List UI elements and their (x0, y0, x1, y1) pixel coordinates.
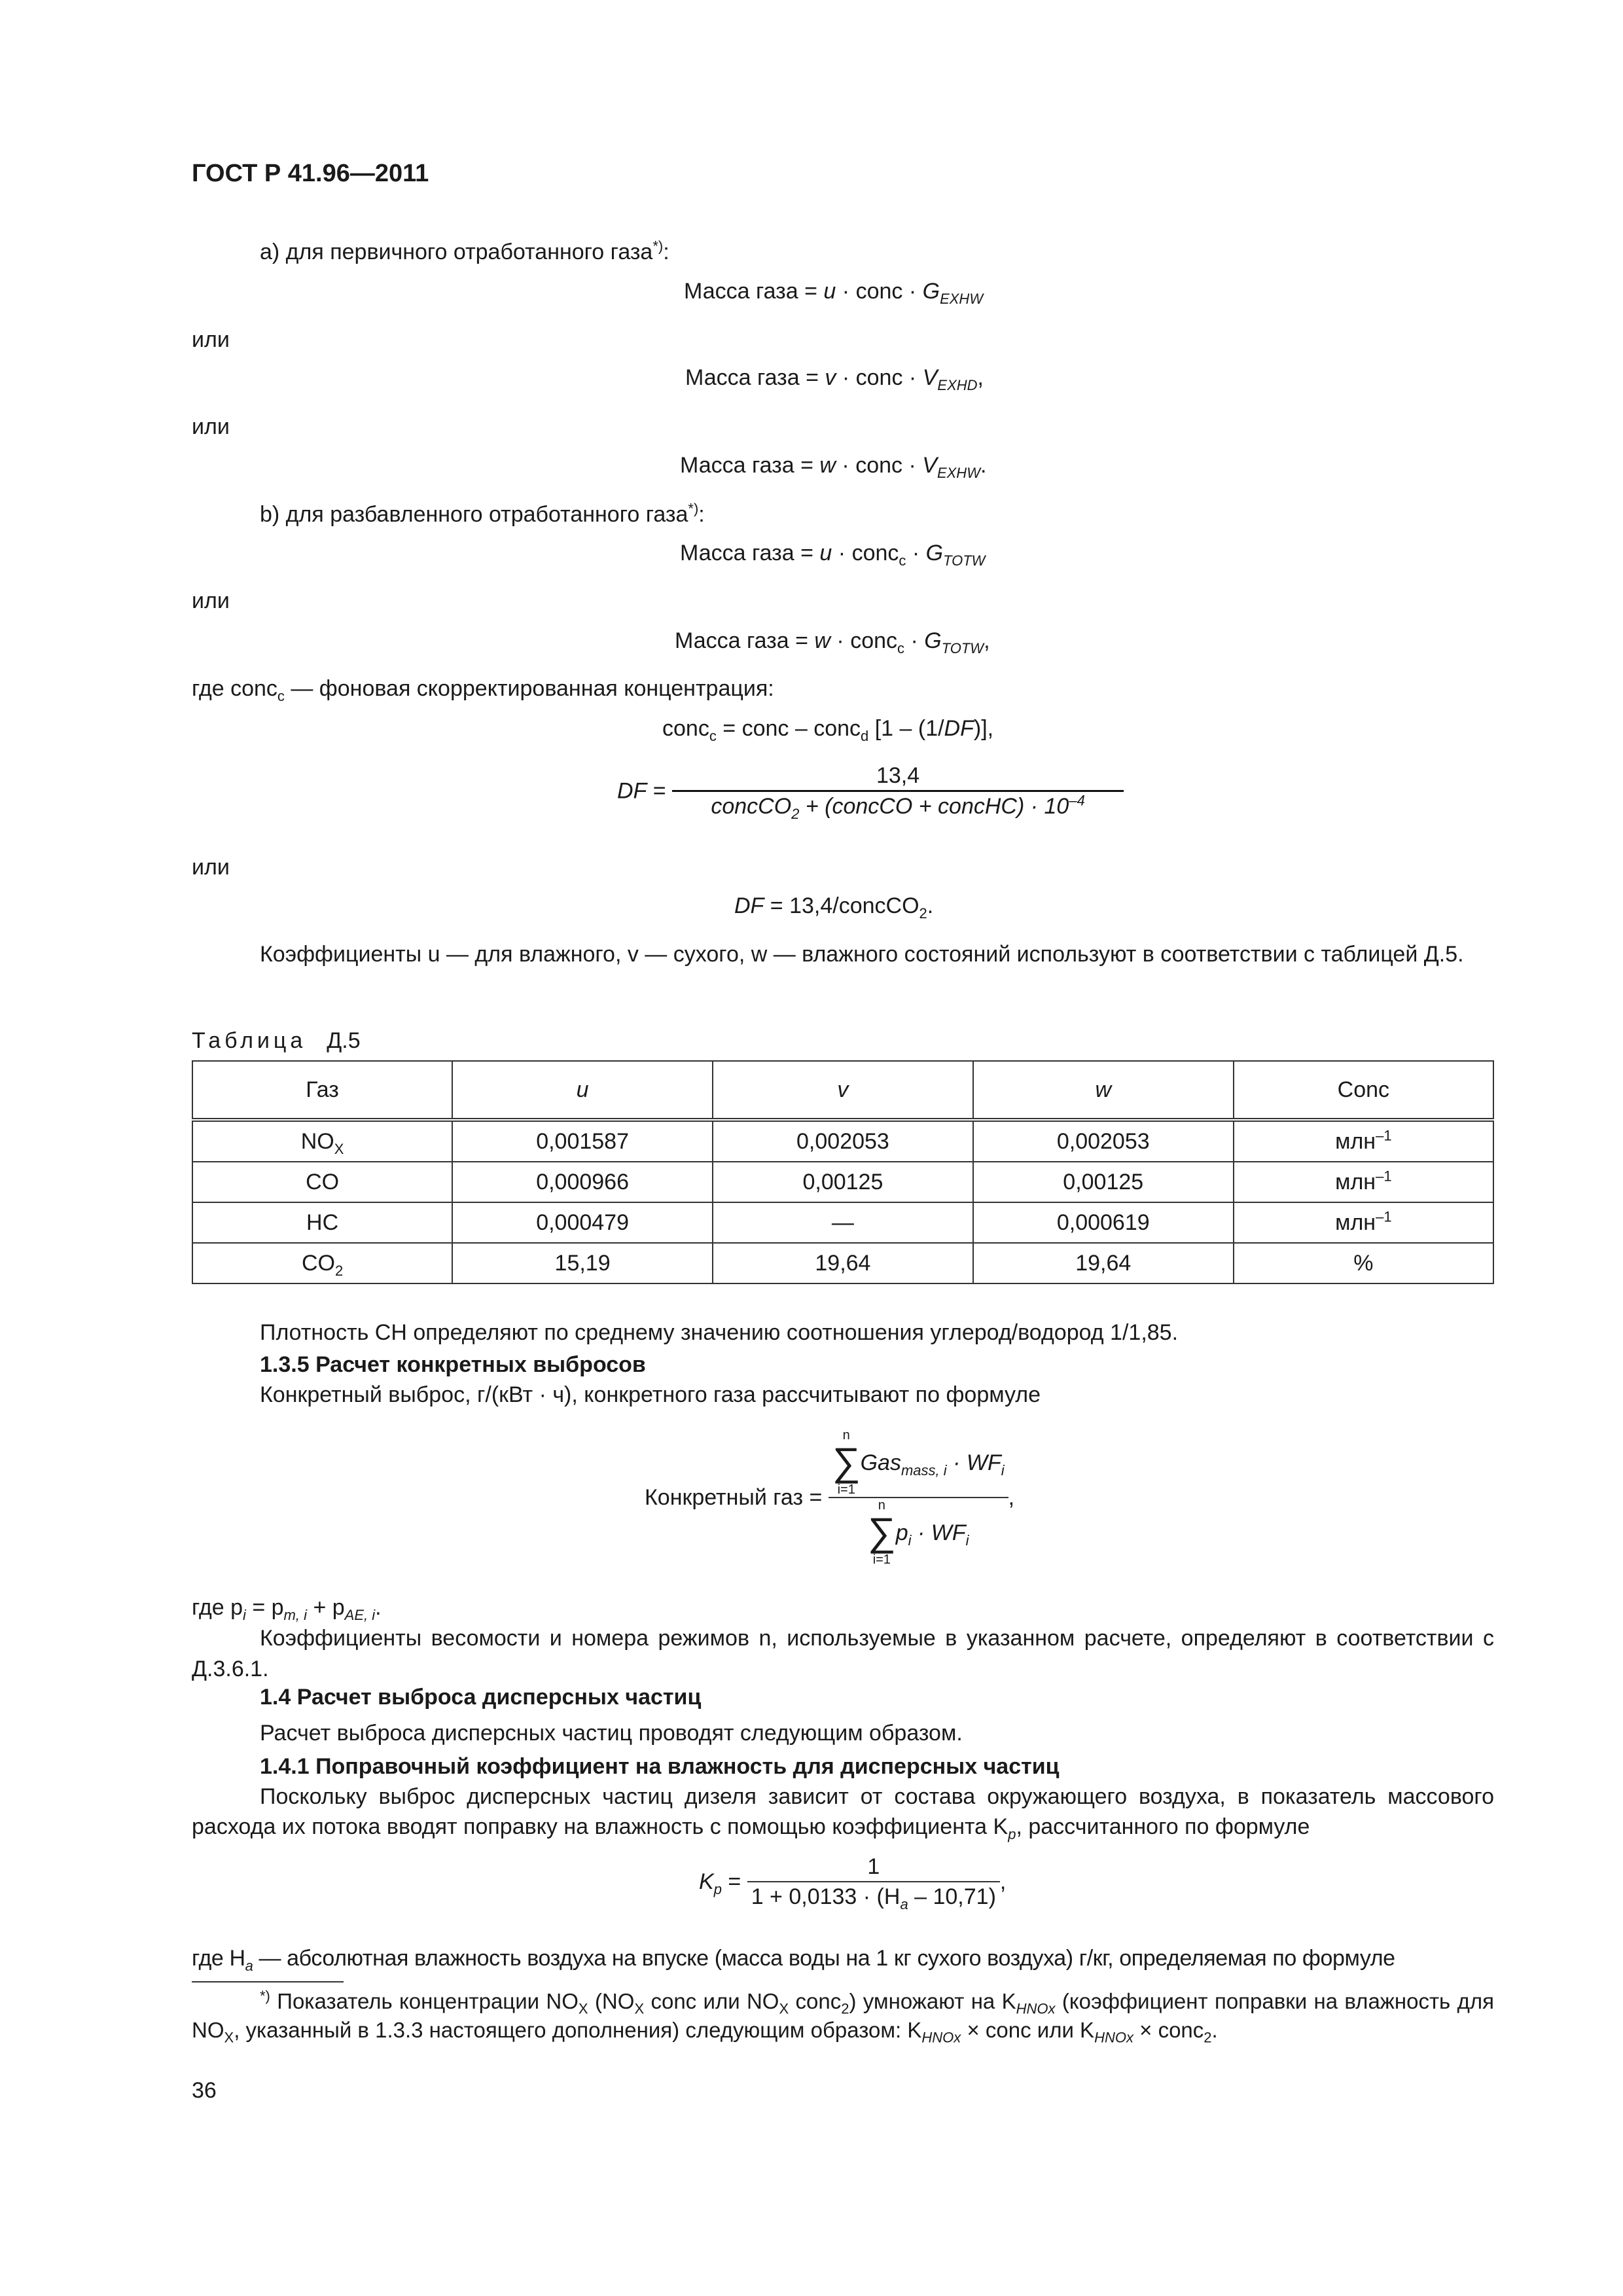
cell-w: 0,00125 (973, 1162, 1234, 1202)
table-header-row (192, 1061, 1493, 1120)
cell-v: 0,002053 (713, 1120, 973, 1162)
weights-paragraph: Коэффициенты весомости и номера режимов n, используемые в указанном расчете, определяют в соответствии с Д.3.6.1. (192, 1626, 1494, 1681)
paragraph-1-3-5: Конкретный выброс, г/(кВт · ч), конкретного газа рассчитывают по формуле (260, 1382, 1041, 1407)
cell-v: 19,64 (713, 1243, 973, 1283)
table-caption: Таблица Д.5 (192, 1028, 361, 1053)
where-concc-text: где conc$_c$ — фоновая скорректированная концентрация: (192, 676, 774, 704)
coefficients-paragraph: Коэффициенты u — для влажного, v — сухого, w — влажного состояний используют в соответствии с таблицей Д.5. (260, 942, 1464, 967)
or-text-2: или (192, 414, 230, 439)
cell-unit: млн$^{-1}$ (1234, 1162, 1493, 1202)
cell-u: 0,000966 (452, 1162, 713, 1202)
df-denominator: concCO$_2$ + (concCO + concHC) · $10^{-4}$ (711, 792, 1085, 822)
df-numerator: 13,4 (876, 763, 920, 788)
specific-denominator: n ∑ i=1 $p_i \cdot WF_i$ (867, 1498, 969, 1567)
formula-concc: conc$_c$ = conc – conc$_d$ [1 – (1/DF)], (662, 716, 994, 744)
cell-u: 0,001587 (452, 1120, 713, 1162)
cell-u: 0,000479 (452, 1202, 713, 1243)
specific-fraction (829, 1428, 1008, 1567)
table-row (192, 1243, 1493, 1283)
footnote: *) Показатель концентрации $NO_X$ ($NO_X$ conc или $NO_X$ conc$_2$) умножают на $K_{HNOx}$ (коэффициент поправки на влажность для $NO_X$, указанный в 1.3.3 настоящего дополнения) следующим образом: $K_{HNOx}$ × conc или $K_{HNOx}$ × conc$_2$. (192, 1988, 1494, 2046)
table-d5 (192, 1060, 1494, 1284)
cell-v: 0,00125 (713, 1162, 973, 1202)
footnote-divider (192, 1981, 344, 1982)
document-header: ГОСТ Р 41.96—2011 (192, 160, 429, 187)
formula-mass-v: Масса газа = v · conc · $V_{EXHD}$, (685, 365, 984, 393)
or-text-4: или (192, 855, 230, 880)
paragraph-1-4: Расчет выброса дисперсных частиц проводят следующим образом. (260, 1721, 963, 1746)
col-header-u: u (452, 1061, 713, 1120)
kp-denominator: $1 + 0,0133 \cdot (H_a - 10,71)$ (751, 1884, 996, 1912)
or-text-1: или (192, 327, 230, 352)
cell-unit: млн$^{-1}$ (1234, 1120, 1493, 1162)
cell-w: 19,64 (973, 1243, 1234, 1283)
cell-u: 15,19 (452, 1243, 713, 1283)
where-ha-text: где $H_a$ — абсолютная влажность воздуха на впуске (масса воды на 1 кг сухого воздуха) г/кг, определяемая по формуле (192, 1946, 1395, 1974)
cell-gas: $NO_X$ (192, 1120, 452, 1162)
df-fraction (672, 761, 1124, 821)
cell-w: 0,000619 (973, 1202, 1234, 1243)
heading-1-4: 1.4 Расчет выброса дисперсных частиц (260, 1685, 702, 1710)
kp-numerator: 1 (867, 1854, 880, 1879)
cell-gas: HC (192, 1202, 452, 1243)
item-a-intro: a) для первичного отработанного газа*): (260, 238, 669, 264)
col-header-gas: Газ (192, 1061, 452, 1120)
or-text-3: или (192, 588, 230, 613)
formula-specific-gas: Конкретный газ = n ∑ i=1 $Gas_{mass, i} \cdot WF_i$ n ∑ i=1 $p_i \cdot WF_i$ , (645, 1428, 1015, 1567)
cell-unit: % (1234, 1243, 1493, 1283)
formula-df: DF = $\frac{13,4}{concCO_2 + (concCO + concHC) \cdot 10^{-4}}$ (617, 761, 1124, 821)
col-header-conc: Conc (1234, 1061, 1493, 1120)
formula-mass-w-c: Масса газа = w · conc$_c$ · $G_{TOTW}$, (675, 628, 990, 656)
col-header-w: w (973, 1061, 1234, 1120)
formula-df-alt: DF = 13,4/concCO$_2$. (734, 893, 934, 922)
where-p-text: где $p_i = p_{m, i} + p_{AE, i}$. (192, 1595, 382, 1623)
formula-mass-u-c: Масса газа = u · conc$_c$ · $G_{TOTW}$ (680, 541, 986, 569)
page-number: 36 (192, 2078, 217, 2103)
kp-fraction (747, 1852, 1000, 1911)
item-b-intro: b) для разбавленного отработанного газа*): (260, 500, 705, 527)
heading-1-4-1: 1.4.1 Поправочный коэффициент на влажность для дисперсных частиц (260, 1754, 1060, 1779)
formula-mass-u: Масса газа = u · conc · $G_{EXHW}$ (684, 279, 984, 307)
cell-unit: млн$^{-1}$ (1234, 1202, 1493, 1243)
cell-w: 0,002053 (973, 1120, 1234, 1162)
cell-v: — (713, 1202, 973, 1243)
table-row (192, 1120, 1493, 1162)
formula-kp: $K_p$ = $\frac{1}{1 + 0,0133 \cdot (H_a - 10,71)}$ , (699, 1852, 1006, 1911)
table-row (192, 1202, 1493, 1243)
paragraph-1-4-1: Поскольку выброс дисперсных частиц дизеля зависит от состава окружающего воздуха, в показатель массового расхода их потока вводят поправку на влажность с помощью коэффициента $K_p$, рассчитанного по формуле (192, 1784, 1494, 1842)
cell-gas: $CO_2$ (192, 1243, 452, 1283)
heading-1-3-5: 1.3.5 Расчет конкретных выбросов (260, 1352, 646, 1377)
table-row (192, 1162, 1493, 1202)
specific-numerator: n ∑ i=1 $Gas_{mass, i} \cdot WF_i$ (832, 1428, 1005, 1497)
col-header-v: v (713, 1061, 973, 1120)
cell-gas: CO (192, 1162, 452, 1202)
density-paragraph: Плотность CH определяют по среднему значению соотношения углерод/водород 1/1,85. (260, 1320, 1179, 1345)
formula-mass-w: Масса газа = w · conc · $V_{EXHW}$. (680, 453, 987, 481)
